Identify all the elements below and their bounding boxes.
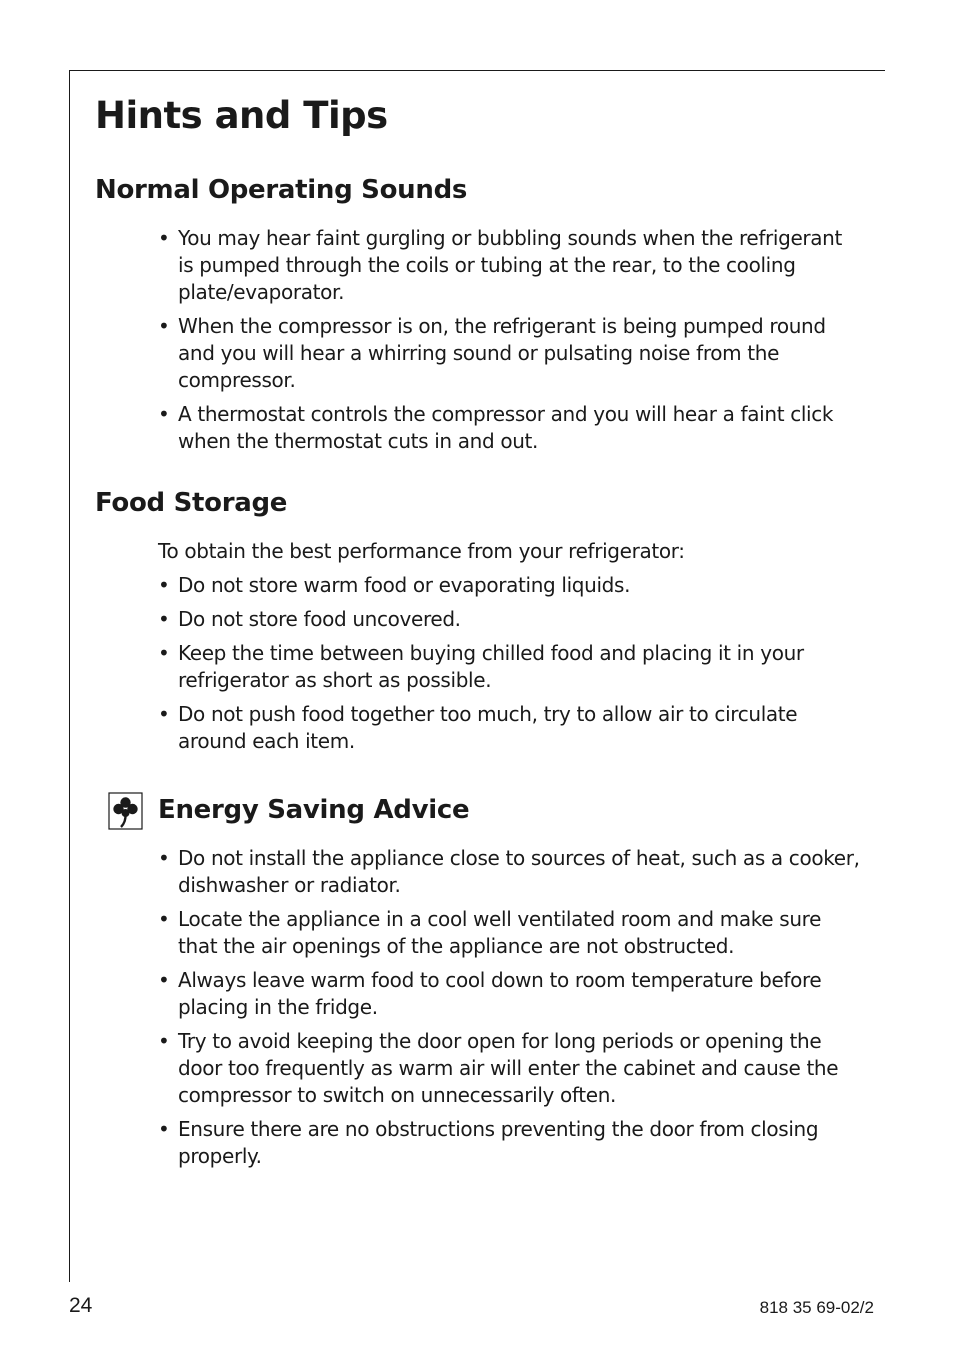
sounds-bullet-list	[158, 225, 863, 455]
page-title: Hints and Tips	[95, 94, 388, 137]
list-item: • When the compressor is on, the refrigerant is being pumped round and you will hear a whirring sound or pulsating noise from the compressor.	[158, 313, 863, 394]
list-item: • Keep the time between buying chilled food and placing it in your refrigerator as short as possible.	[158, 640, 863, 694]
document-code: 818 35 69-02/2	[759, 1298, 874, 1317]
food-section-body	[158, 538, 863, 762]
list-item: • A thermostat controls the compressor and you will hear a faint click when the thermostat cuts in and out.	[158, 401, 863, 455]
list-item: • You may hear faint gurgling or bubbling sounds when the refrigerant is pumped through the coils or tubing at the rear, to the cooling plate/evaporator.	[158, 225, 863, 306]
list-item: • Try to avoid keeping the door open for long periods or opening the door too frequently as warm air will enter the cabinet and cause the compressor to switch on unnecessarily often.	[158, 1028, 863, 1109]
list-item: • Do not push food together too much, try to allow air to circulate around each item.	[158, 701, 863, 755]
list-item: • Do not install the appliance close to sources of heat, such as a cooker, dishwasher or radiator.	[158, 845, 863, 899]
list-item: • Do not store warm food or evaporating liquids.	[158, 572, 863, 599]
page-number: 24	[69, 1294, 93, 1317]
sounds-section-body	[158, 225, 863, 462]
left-rule	[69, 70, 70, 1282]
list-item: • Locate the appliance in a cool well ventilated room and make sure that the air openings of the appliance are not obstructed.	[158, 906, 863, 960]
list-item: • Always leave warm food to cool down to room temperature before placing in the fridge.	[158, 967, 863, 1021]
list-item: • Ensure there are no obstructions preventing the door from closing properly.	[158, 1116, 863, 1170]
heading-food-storage: Food Storage	[95, 488, 288, 518]
top-rule	[69, 70, 885, 71]
list-item: • Do not store food uncovered.	[158, 606, 863, 633]
food-intro-text: To obtain the best performance from your refrigerator:	[158, 539, 685, 563]
clover-icon	[108, 792, 143, 830]
heading-normal-operating-sounds: Normal Operating Sounds	[95, 175, 468, 205]
heading-energy-saving-advice: Energy Saving Advice	[158, 795, 470, 825]
energy-bullet-list	[158, 845, 863, 1170]
food-bullet-list	[158, 572, 863, 755]
energy-section-body	[158, 845, 863, 1177]
